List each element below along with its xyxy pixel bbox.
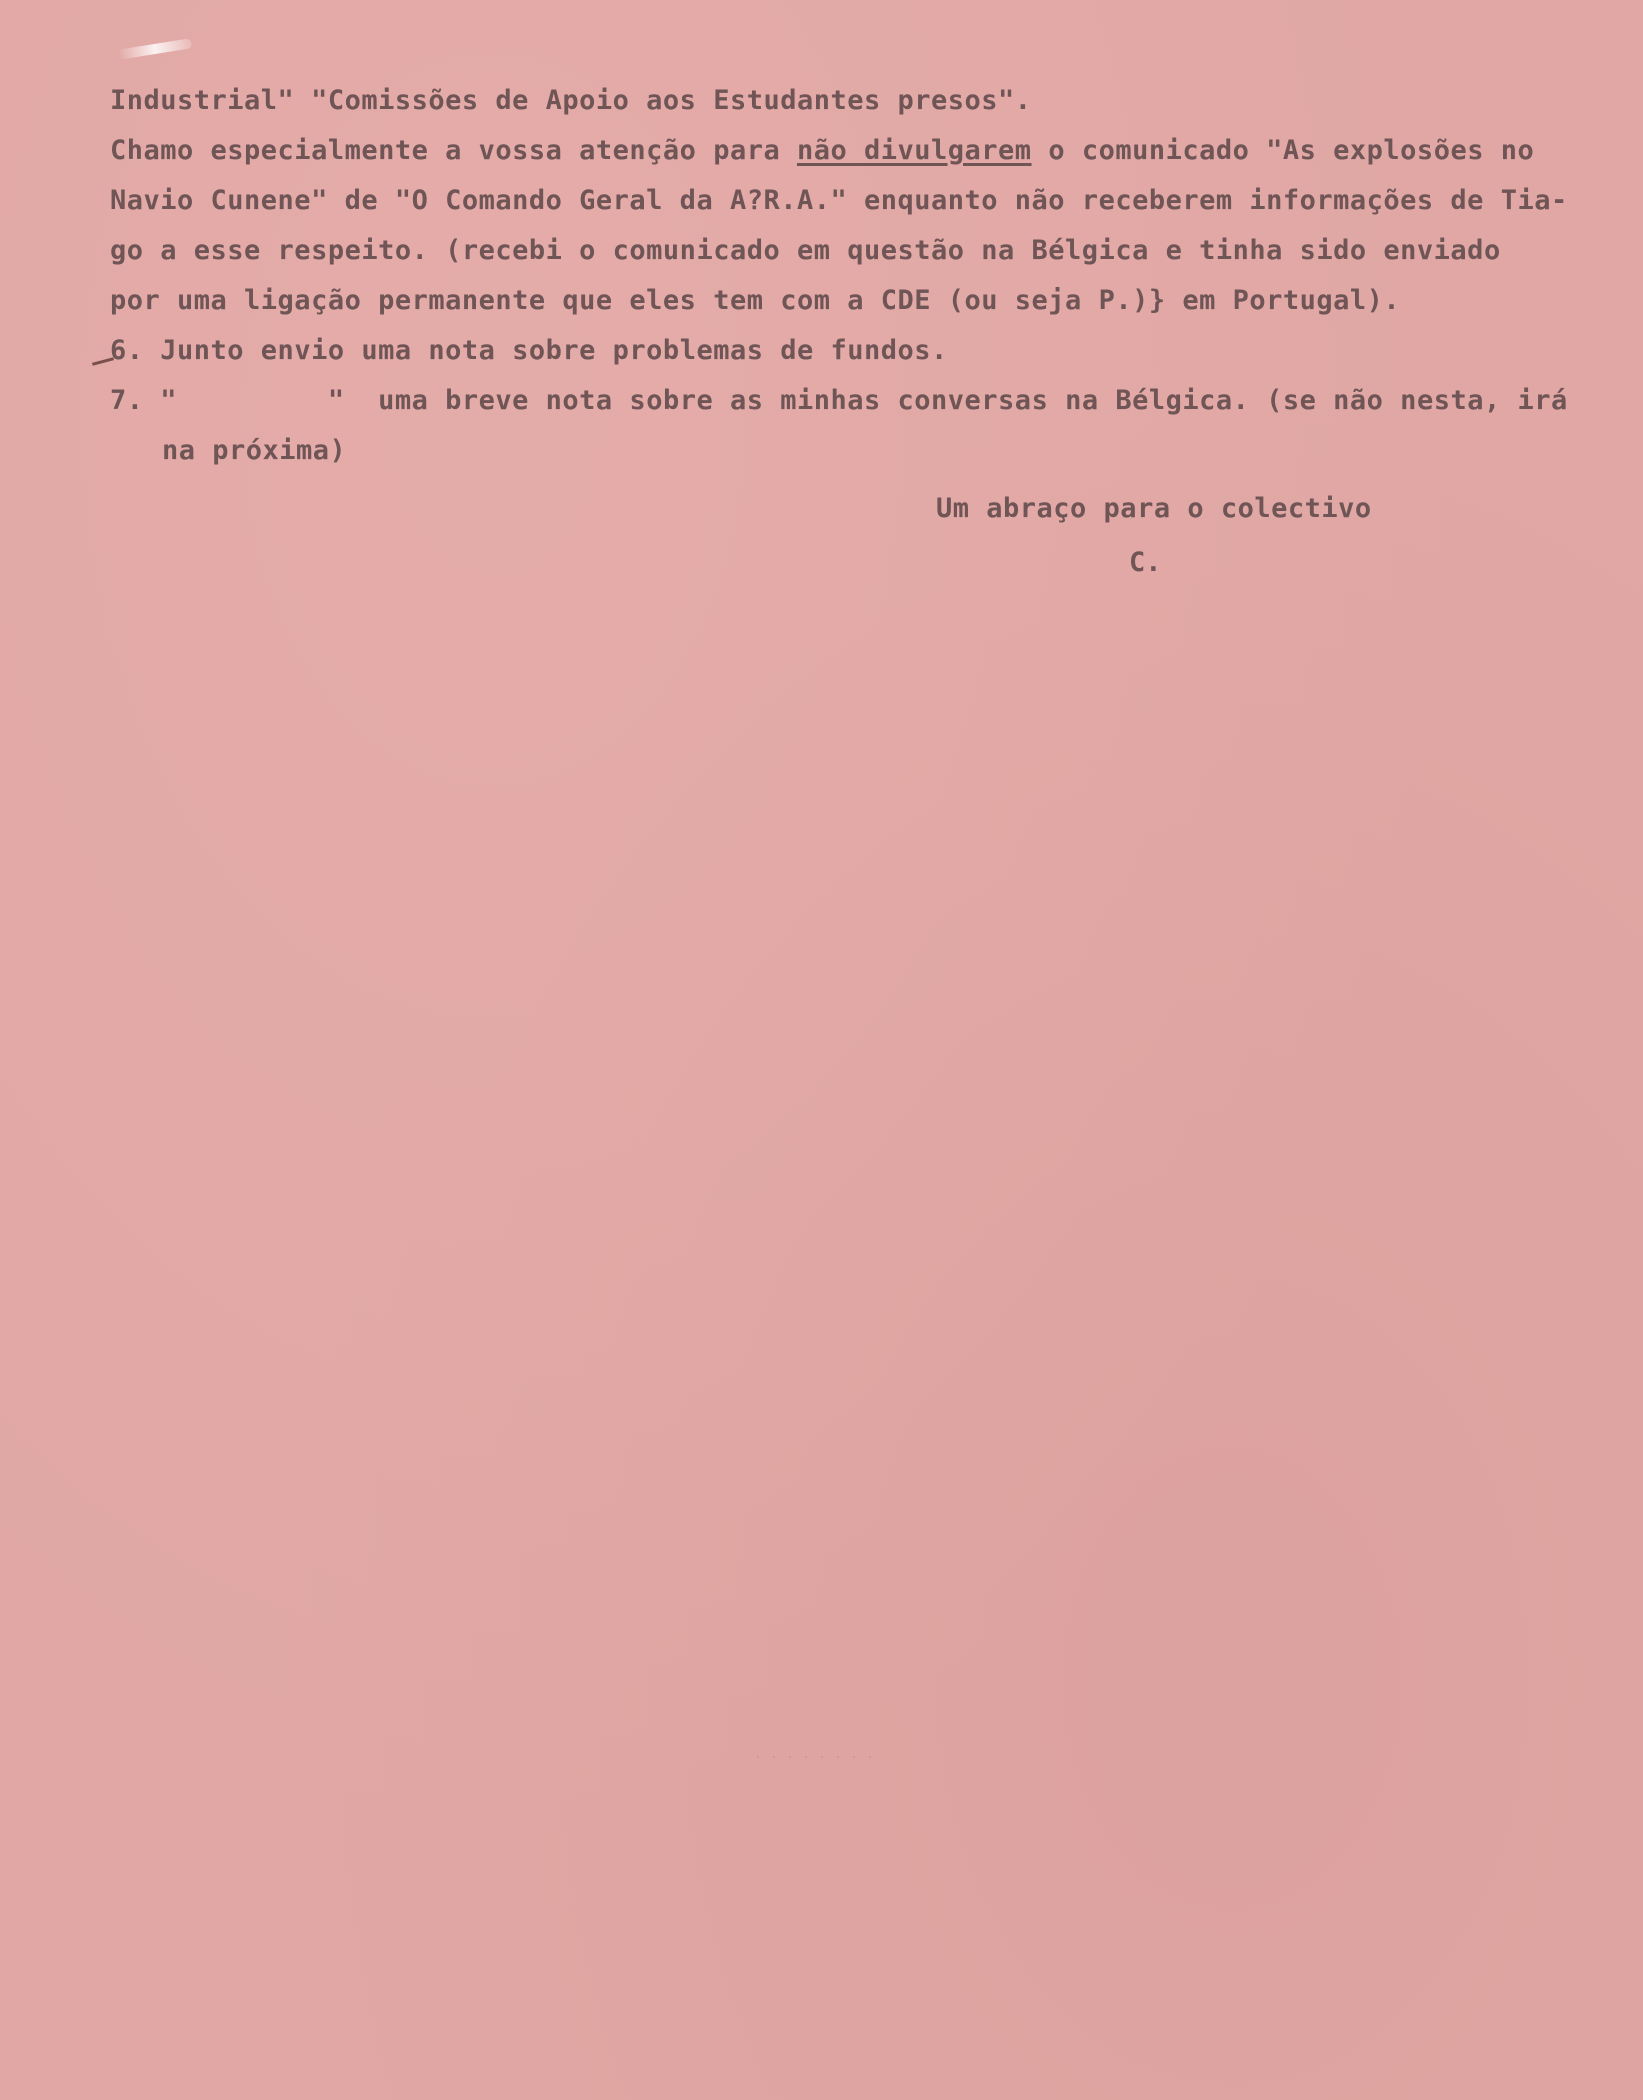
item-7-text: uma breve nota sobre as minhas conversas na Bélgica. (se não nesta, irá (344, 385, 1568, 416)
item-7-ditto-marks: " " (160, 385, 345, 416)
item-7-number: 7. (110, 385, 144, 416)
item-6-number-wrap (110, 335, 144, 366)
letter-line-text: o comunicado "As explosões no (1031, 135, 1535, 166)
item-6-text: Junto envio uma nota sobre problemas de fundos. (143, 335, 948, 366)
underlined-phrase: não divulgarem (796, 135, 1032, 166)
paper-smudge (118, 38, 193, 59)
letter-body (110, 76, 1630, 476)
letter-line (110, 126, 1630, 176)
item-6-number: 6. (110, 335, 144, 366)
faint-marks: · · · · · · · · (755, 1752, 876, 1763)
letter-line (110, 276, 1630, 326)
closing-salutation: Um abraço para o colectivo (936, 493, 1372, 524)
list-item-6 (110, 326, 1630, 376)
list-item-7 (110, 376, 1630, 426)
letter-line-text: Navio Cunene" de "O Comando Geral da A?R.A." enquanto não receberem informações de Tia- (110, 185, 1568, 216)
item-7-continuation-text: na próxima) (162, 435, 347, 466)
letter-line (110, 226, 1630, 276)
letter-line-text: por uma ligação permanente que eles tem com a CDE (ou seja P.)} em Portugal). (110, 285, 1401, 316)
list-item-7-continuation (110, 426, 1630, 476)
letter-line-text: Chamo especialmente a vossa atenção para (110, 135, 797, 166)
letter-line (110, 176, 1630, 226)
letter-line-text: go a esse respeito. (recebi o comunicado em questão na Bélgica e tinha sido enviado (110, 235, 1501, 266)
letter-line (110, 76, 1630, 126)
letter-line-text: Industrial" "Comissões de Apoio aos Estudantes presos". (110, 85, 1032, 116)
signature: C. (1129, 547, 1162, 578)
